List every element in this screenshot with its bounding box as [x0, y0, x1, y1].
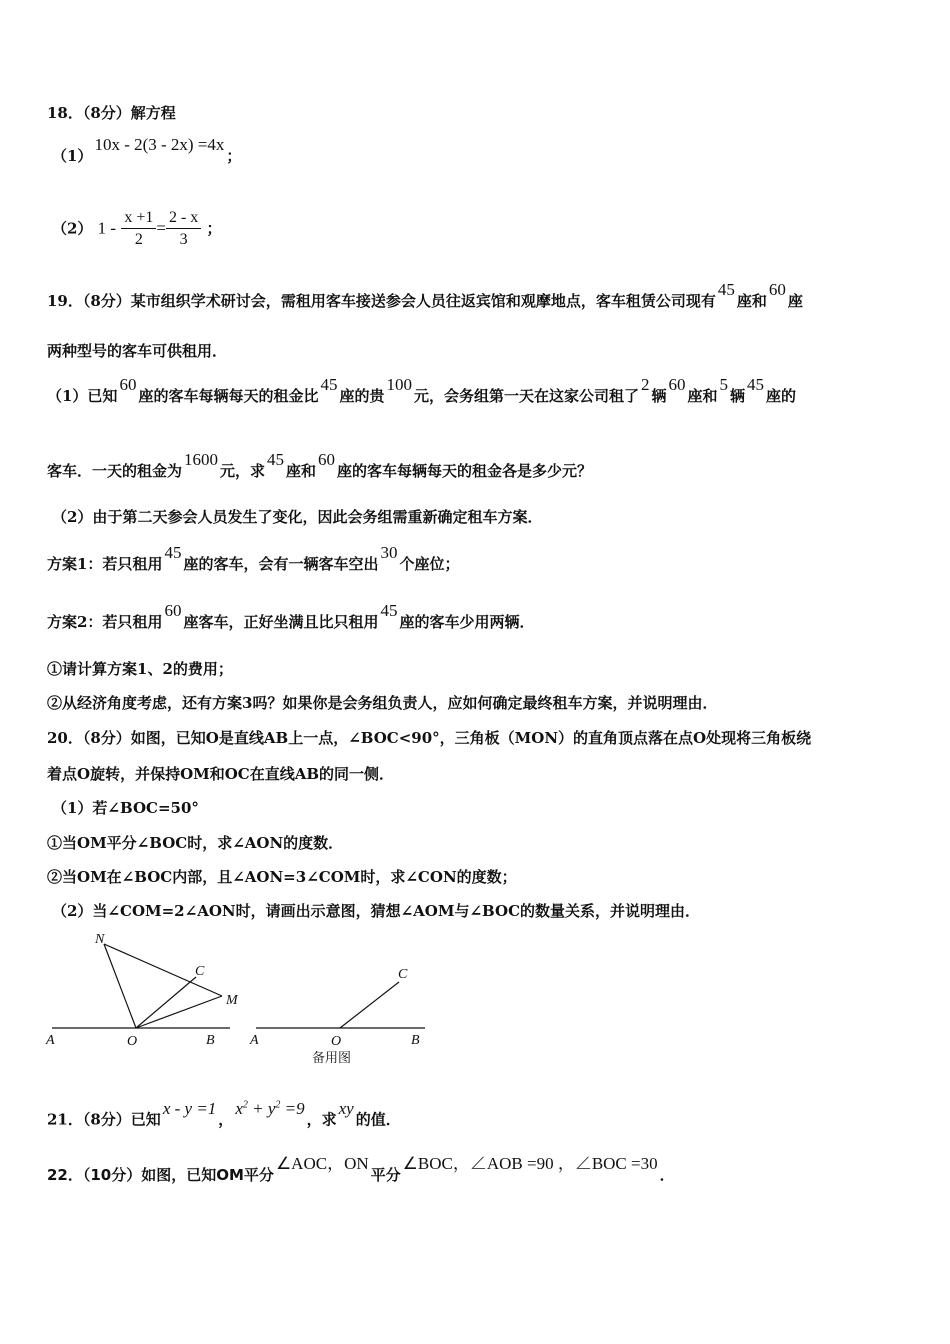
text: 座客车，正好坐满且比只租用: [183, 613, 379, 631]
line-OC: [136, 977, 196, 1028]
q18-frac1-den: 2: [134, 231, 143, 248]
label-A: A: [46, 1033, 55, 1048]
text: 方案2：若只租用: [47, 613, 163, 631]
text-liang: 辆: [651, 387, 667, 405]
num-45: 45: [717, 280, 735, 299]
q22-angle-aoc: ∠AOC，ON: [275, 1154, 369, 1173]
q22-line: [47, 1154, 675, 1185]
num-2: 2: [640, 375, 650, 394]
text: 座的客车，会有一辆客车空出: [183, 555, 379, 573]
plus-y: + y: [247, 1098, 276, 1118]
num-45: 45: [267, 450, 285, 469]
q21-eq2: [233, 1099, 306, 1118]
num-45: 45: [164, 543, 182, 562]
num-60: 60: [768, 280, 786, 299]
text: 座的客车少用两辆．: [399, 613, 535, 631]
q18-frac2-num: 2 - x: [166, 208, 201, 229]
num-45: 45: [747, 375, 765, 394]
exp-2: 2: [275, 1099, 281, 1110]
text: 座的客车每辆每天的租金比: [138, 387, 319, 405]
text-zuo-he: 座和: [736, 292, 767, 310]
q19-line2: 两种型号的客车可供租用．: [47, 342, 228, 360]
label-B: B: [206, 1033, 215, 1048]
num-45: 45: [380, 601, 398, 620]
q21-eq1: x - y =1: [162, 1098, 217, 1118]
q18-header: 18．（8分）解方程: [47, 104, 176, 122]
text: 元，求: [220, 462, 266, 480]
q21-text-end: 的值．: [355, 1110, 401, 1129]
text: 座的贵: [339, 387, 385, 405]
num-60: 60: [668, 375, 686, 394]
q19-line5: （2）由于第二天参会人员发生了变化，因此会务组需重新确定租车方案．: [52, 508, 543, 526]
q18-frac1-num: x +1: [121, 208, 156, 229]
q19-intro: 19．（8分）某市组织学术研讨会，需租用客车接送参会人员往返宾馆和观摩地点，客车租赁公司现有: [47, 292, 716, 310]
num-5: 5: [719, 375, 729, 394]
text-zuo-he: 座和: [286, 462, 317, 480]
q21-intro: 21．（8分）已知: [47, 1110, 161, 1129]
num-60: 60: [164, 601, 182, 620]
line-OM: [136, 996, 222, 1028]
q19-part1-label: （1）已知: [47, 387, 118, 405]
q18-part2-label: （2）: [52, 219, 93, 238]
q20-line2: 着点O旋转，并保持OM和OC在直线AB的同一侧．: [47, 765, 395, 783]
label-O: O: [127, 1034, 138, 1049]
q20-line3: （1）若∠BOC=50°: [52, 799, 199, 817]
text-liang: 辆: [730, 387, 746, 405]
text-zuo-de: 座的: [766, 387, 797, 405]
q20-line5: ②当OM在∠BOC内部，且∠AON=3∠COM时，求∠CON的度数；: [47, 868, 517, 886]
label-C: C: [195, 964, 205, 979]
text: 元，会务组第一天在这家公司租了: [413, 387, 639, 405]
text-zuo: 座: [787, 292, 803, 310]
q19-sub2: ②从经济角度考虑，还有方案3吗？如果你是会务组负责人，应如何确定最终租车方案，并说明理由．: [47, 694, 718, 712]
num-60: 60: [318, 450, 336, 469]
num-30: 30: [380, 543, 398, 562]
q18-frac2-den: 3: [179, 231, 188, 248]
q20-line1: 20．（8分）如图，已知O是直线AB上一点，∠BOC<90°，三角板（MON）的直角顶点落在点O处现将三角板绕: [47, 729, 812, 747]
spare-figure-caption: 备用图: [312, 1051, 352, 1066]
num-45: 45: [320, 375, 338, 394]
text: 座的客车每辆每天的租金各是多少元？: [337, 462, 593, 480]
q18-part1-label: （1）: [52, 147, 93, 165]
text: 方案1：若只租用: [47, 555, 163, 573]
q22-intro: 22．（10分）如图，已知OM平分: [47, 1166, 274, 1184]
spare-line-OC: [340, 982, 399, 1028]
q22-end: ．: [659, 1166, 675, 1184]
q21-line: [47, 1098, 401, 1130]
num-60: 60: [119, 375, 137, 394]
q19-sub1: ①请计算方案1、2的费用；: [47, 660, 233, 678]
spare-label-O: O: [331, 1034, 342, 1049]
q18-semicolon: ；: [226, 147, 242, 165]
equals-9: =9: [280, 1098, 305, 1118]
text: 个座位；: [399, 555, 460, 573]
spare-label-B: B: [411, 1033, 420, 1048]
num-1600: 1600: [184, 450, 219, 469]
q20-line6: （2）当∠COM=2∠AON时，请画出示意图，猜想∠AOM与∠BOC的数量关系，并说明理由．: [52, 902, 701, 920]
q18-equation1: 10x - 2(3 - 2x) =4x: [94, 135, 225, 154]
q21-text: ，求: [306, 1110, 337, 1129]
label-N: N: [95, 932, 105, 947]
label-M: M: [226, 993, 238, 1008]
exp-2: 2: [242, 1099, 248, 1110]
q18-eq2-end: ；: [206, 219, 222, 238]
q20-line4: ①当OM平分∠BOC时，求∠AON的度数．: [47, 834, 344, 852]
q21-comma: ，: [218, 1110, 234, 1129]
q22-angles: ∠BOC，∠AOB =90 ，∠BOC =30: [402, 1154, 658, 1173]
q22-text: 平分: [370, 1166, 401, 1184]
spare-label-C: C: [398, 967, 408, 982]
q21-xy: xy: [338, 1098, 354, 1118]
text-zuo-he: 座和: [687, 387, 718, 405]
q18-eq2-left: 1 -: [97, 218, 117, 238]
text: 客车．一天的租金为: [47, 462, 183, 480]
spare-label-A: A: [250, 1033, 259, 1048]
q18-eq2-equals: =: [156, 218, 166, 238]
var-x: x: [235, 1098, 243, 1118]
num-100: 100: [386, 375, 412, 394]
